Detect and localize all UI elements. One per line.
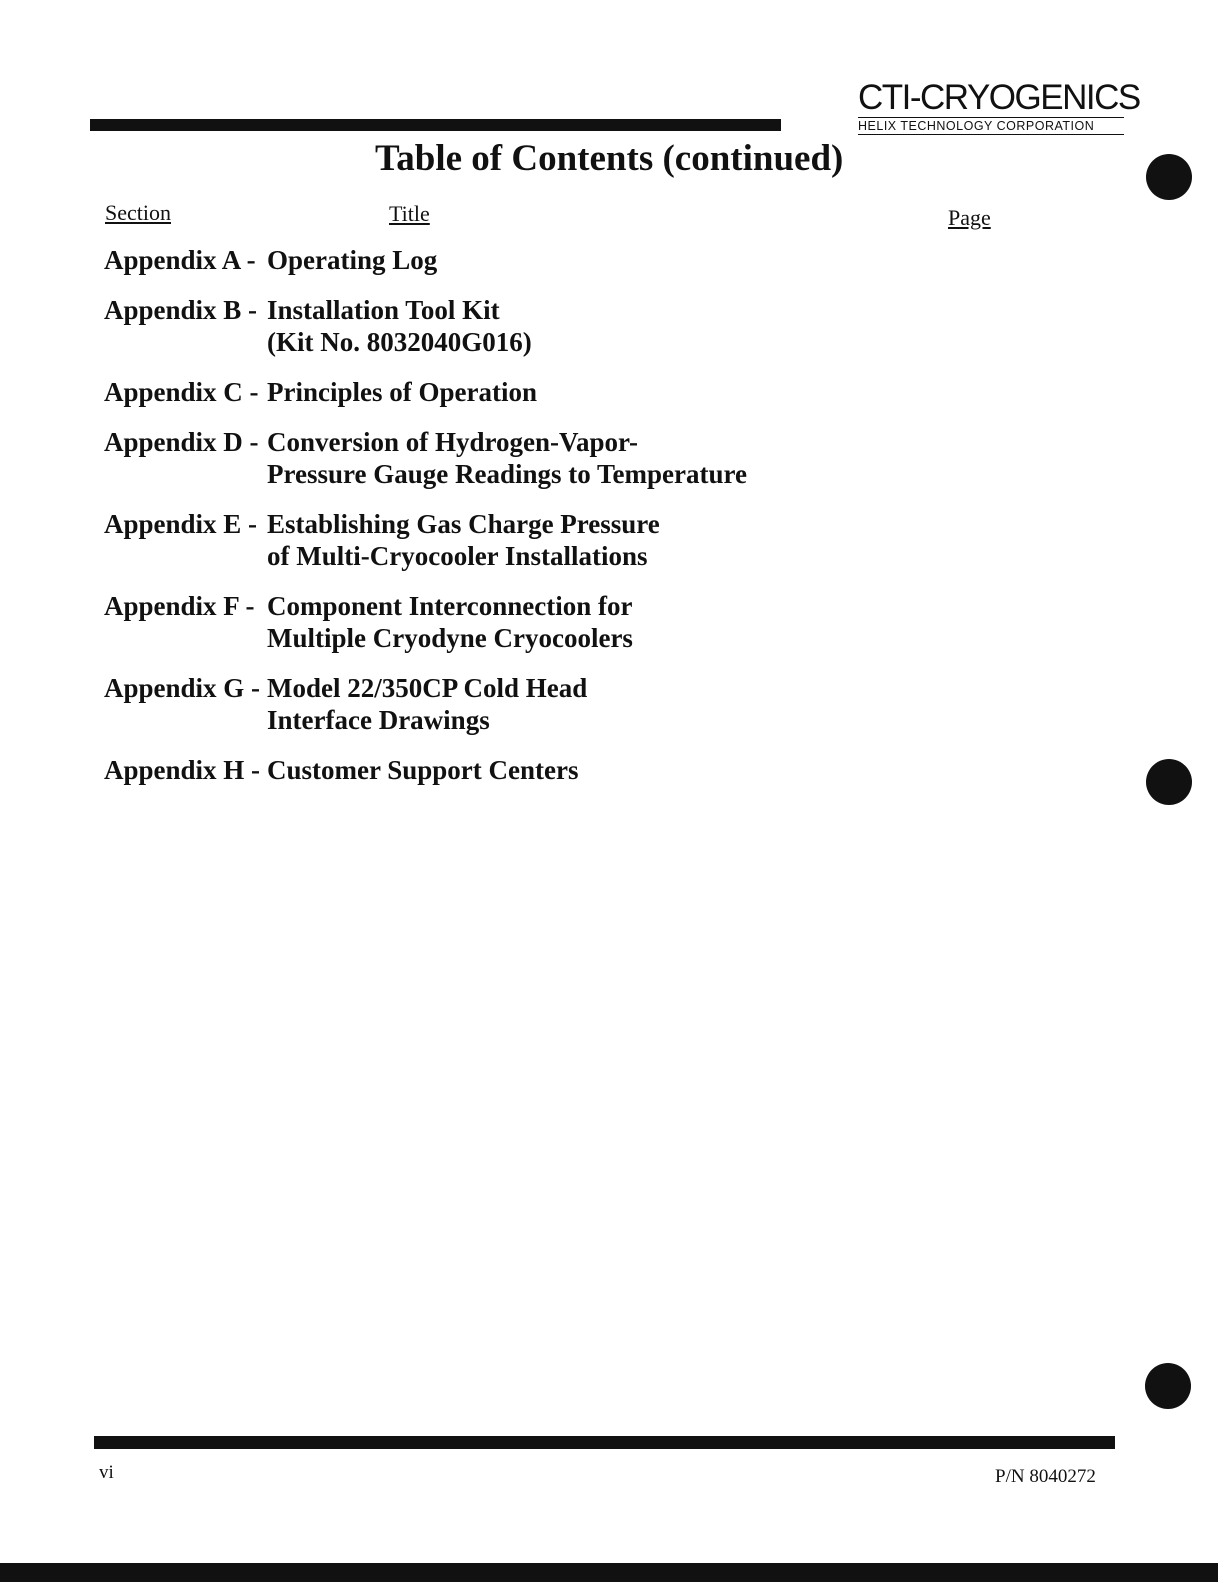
- toc-entry-line: Installation Tool Kit: [267, 295, 500, 325]
- toc-entry-label: Appendix G -: [104, 673, 261, 703]
- punch-hole: [1145, 1363, 1191, 1409]
- column-header-page: Page: [948, 205, 991, 230]
- toc-entry-line: Conversion of Hydrogen-Vapor-: [267, 427, 639, 457]
- toc-entries: [104, 244, 747, 804]
- toc-entry-title: [267, 426, 747, 490]
- column-header-title: Title: [389, 201, 430, 226]
- toc-entry: [104, 672, 747, 736]
- punch-hole: [1146, 154, 1192, 200]
- toc-entry-label: Appendix B -: [104, 295, 258, 325]
- toc-entry-line: Multiple Cryodyne Cryocoolers: [267, 623, 633, 653]
- company-logo: [858, 78, 1140, 135]
- toc-entry-title: [267, 376, 537, 408]
- toc-entry-line: Establishing Gas Charge Pressure: [267, 509, 660, 539]
- page-number: vi: [99, 1462, 114, 1483]
- toc-entry-line: Operating Log: [267, 245, 438, 275]
- toc-entry-title: [267, 590, 633, 654]
- toc-entry: [104, 508, 747, 572]
- toc-entry: [104, 244, 747, 276]
- toc-entry-label: Appendix E -: [104, 509, 258, 539]
- scan-bottom-edge: [0, 1563, 1218, 1582]
- toc-entry-title: [267, 294, 532, 358]
- punch-hole: [1146, 759, 1192, 805]
- toc-entry-label: Appendix A -: [104, 245, 256, 275]
- footer-rule: [94, 1436, 1115, 1449]
- page-title: Table of Contents (continued): [375, 138, 844, 179]
- toc-entry-line: Model 22/350CP Cold Head: [267, 673, 588, 703]
- toc-entry-title: [267, 754, 579, 786]
- toc-entry-line: Principles of Operation: [267, 377, 537, 407]
- logo-subtitle: HELIX TECHNOLOGY CORPORATION: [858, 119, 1095, 133]
- logo-rule-bottom: [858, 134, 1124, 135]
- toc-entry-label: Appendix D -: [104, 427, 259, 457]
- toc-entry-line: Interface Drawings: [267, 705, 490, 735]
- toc-entry-line: Pressure Gauge Readings to Temperature: [267, 459, 747, 489]
- toc-entry: [104, 426, 747, 490]
- toc-entry-line: of Multi-Cryocooler Installations: [267, 541, 648, 571]
- toc-entry-line: Component Interconnection for: [267, 591, 633, 621]
- toc-entry-title: [267, 244, 437, 276]
- toc-entry-label: Appendix F -: [104, 591, 255, 621]
- toc-entry-title: [267, 508, 660, 572]
- part-number: P/N 8040272: [995, 1466, 1096, 1487]
- toc-entry-label: Appendix H -: [104, 755, 261, 785]
- toc-entry-label: Appendix C -: [104, 377, 259, 407]
- toc-entry-title: [267, 672, 587, 736]
- toc-entry-line: (Kit No. 8032040G016): [267, 327, 532, 357]
- toc-entry: [104, 294, 747, 358]
- header-rule: [90, 119, 781, 131]
- column-header-section: Section: [105, 200, 171, 225]
- toc-entry: [104, 754, 747, 786]
- toc-entry: [104, 376, 747, 408]
- toc-entry-line: Customer Support Centers: [267, 755, 579, 785]
- toc-entry: [104, 590, 747, 654]
- logo-company-name: CTI-CRYOGENICS: [858, 78, 1140, 117]
